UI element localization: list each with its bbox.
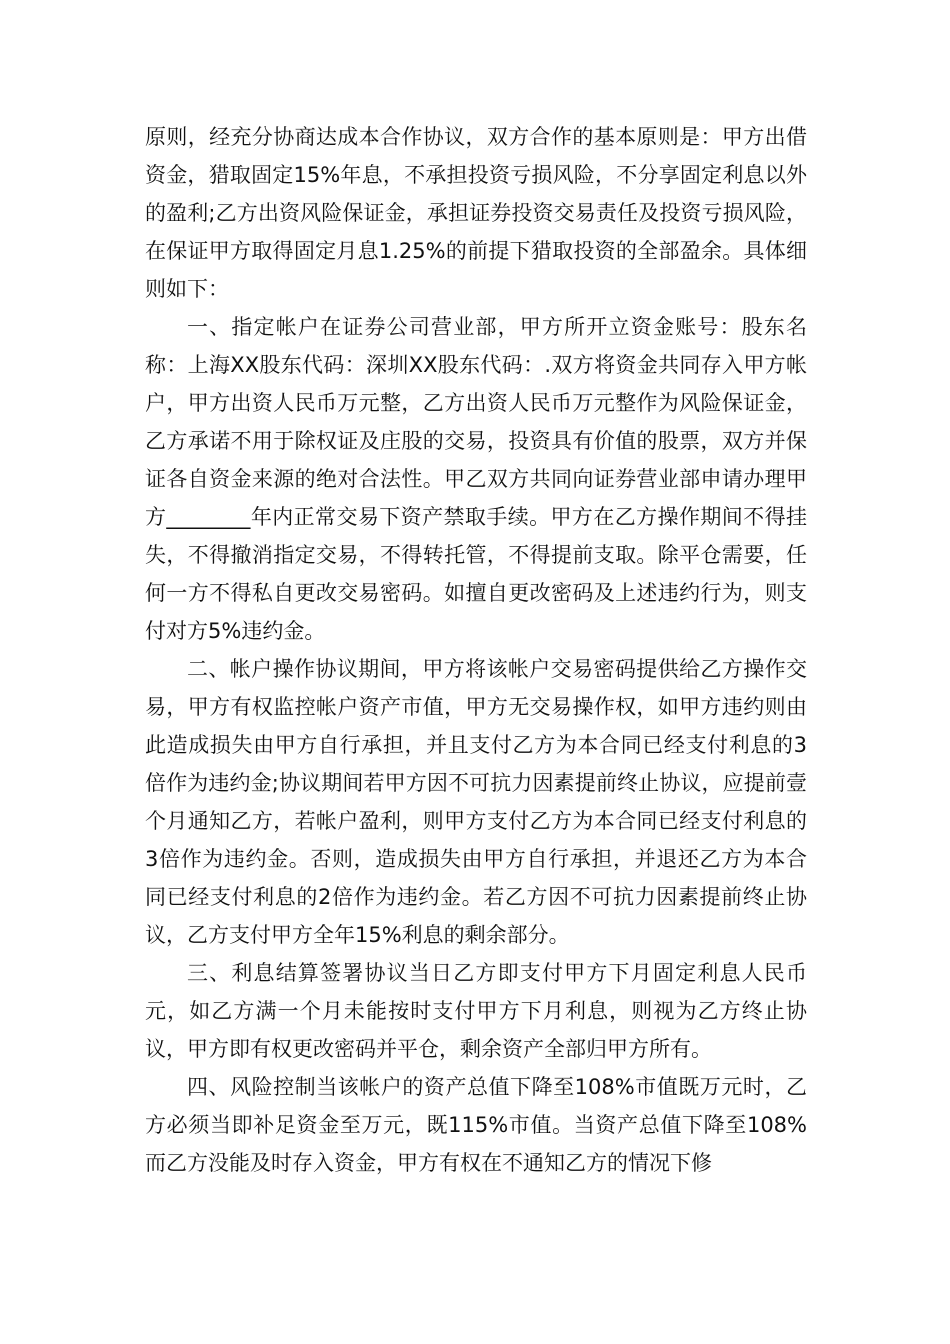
paragraph-principles: 原则，经充分协商达成本合作协议，双方合作的基本原则是：甲方出借资金，猎取固定15%年息，不承担投资亏损风险，不分享固定利息以外的盈利;乙方出资风险保证金，承担证券投资交易责任及投资亏损风险，在保证甲方取得固定月息1.25%的前提下猎取投资的全部盈余。具体细则如下：: [145, 125, 807, 301]
paragraph-clause-4-risk: 四、风险控制当该帐户的资产总值下降至108%市值既万元时，乙方必须当即补足资金至万元，既115%市值。当资产总值下降至108%而乙方没能及时存入资金，甲方有权在不通知乙方的情况下修: [145, 1075, 807, 1175]
document-body: [145, 118, 807, 1182]
paragraph-clause-3-interest: 三、利息结算签署协议当日乙方即支付甲方下月固定利息人民币元，如乙方满一个月未能按时支付甲方下月利息，则视为乙方终止协议，甲方即有权更改密码并平仓，剩余资产全部归甲方所有。: [145, 961, 807, 1061]
paragraph-clause-2-operation: 二、帐户操作协议期间，甲方将该帐户交易密码提供给乙方操作交易，甲方有权监控帐户资产市值，甲方无交易操作权，如甲方违约则由此造成损失由甲方自行承担，并且支付乙方为本合同已经支付利息的3倍作为违约金;协议期间若甲方因不可抗力因素提前终止协议，应提前壹个月通知乙方，若帐户盈利，则甲方支付乙方为本合同已经支付利息的3倍作为违约金。否则，造成损失由甲方自行承担，并退还乙方为本合同已经支付利息的2倍作为违约金。若乙方因不可抗力因素提前终止协议，乙方支付甲方全年15%利息的剩余部分。: [145, 657, 807, 947]
paragraph-clause-1-account: 一、指定帐户在证券公司营业部，甲方所开立资金账号：股东名称：上海XX股东代码：深圳XX股东代码：.双方将资金共同存入甲方帐户，甲方出资人民币万元整，乙方出资人民币万元整作为风险保证金，乙方承诺不用于除权证及庄股的交易，投资具有价值的股票，双方并保证各自资金来源的绝对合法性。甲乙双方共同向证券营业部申请办理甲方________年内正常交易下资产禁取手续。甲方在乙方操作期间不得挂失，不得撤消指定交易，不得转托管，不得提前支取。除平仓需要，任何一方不得私自更改交易密码。如擅自更改密码及上述违约行为，则支付对方5%违约金。: [145, 315, 807, 643]
